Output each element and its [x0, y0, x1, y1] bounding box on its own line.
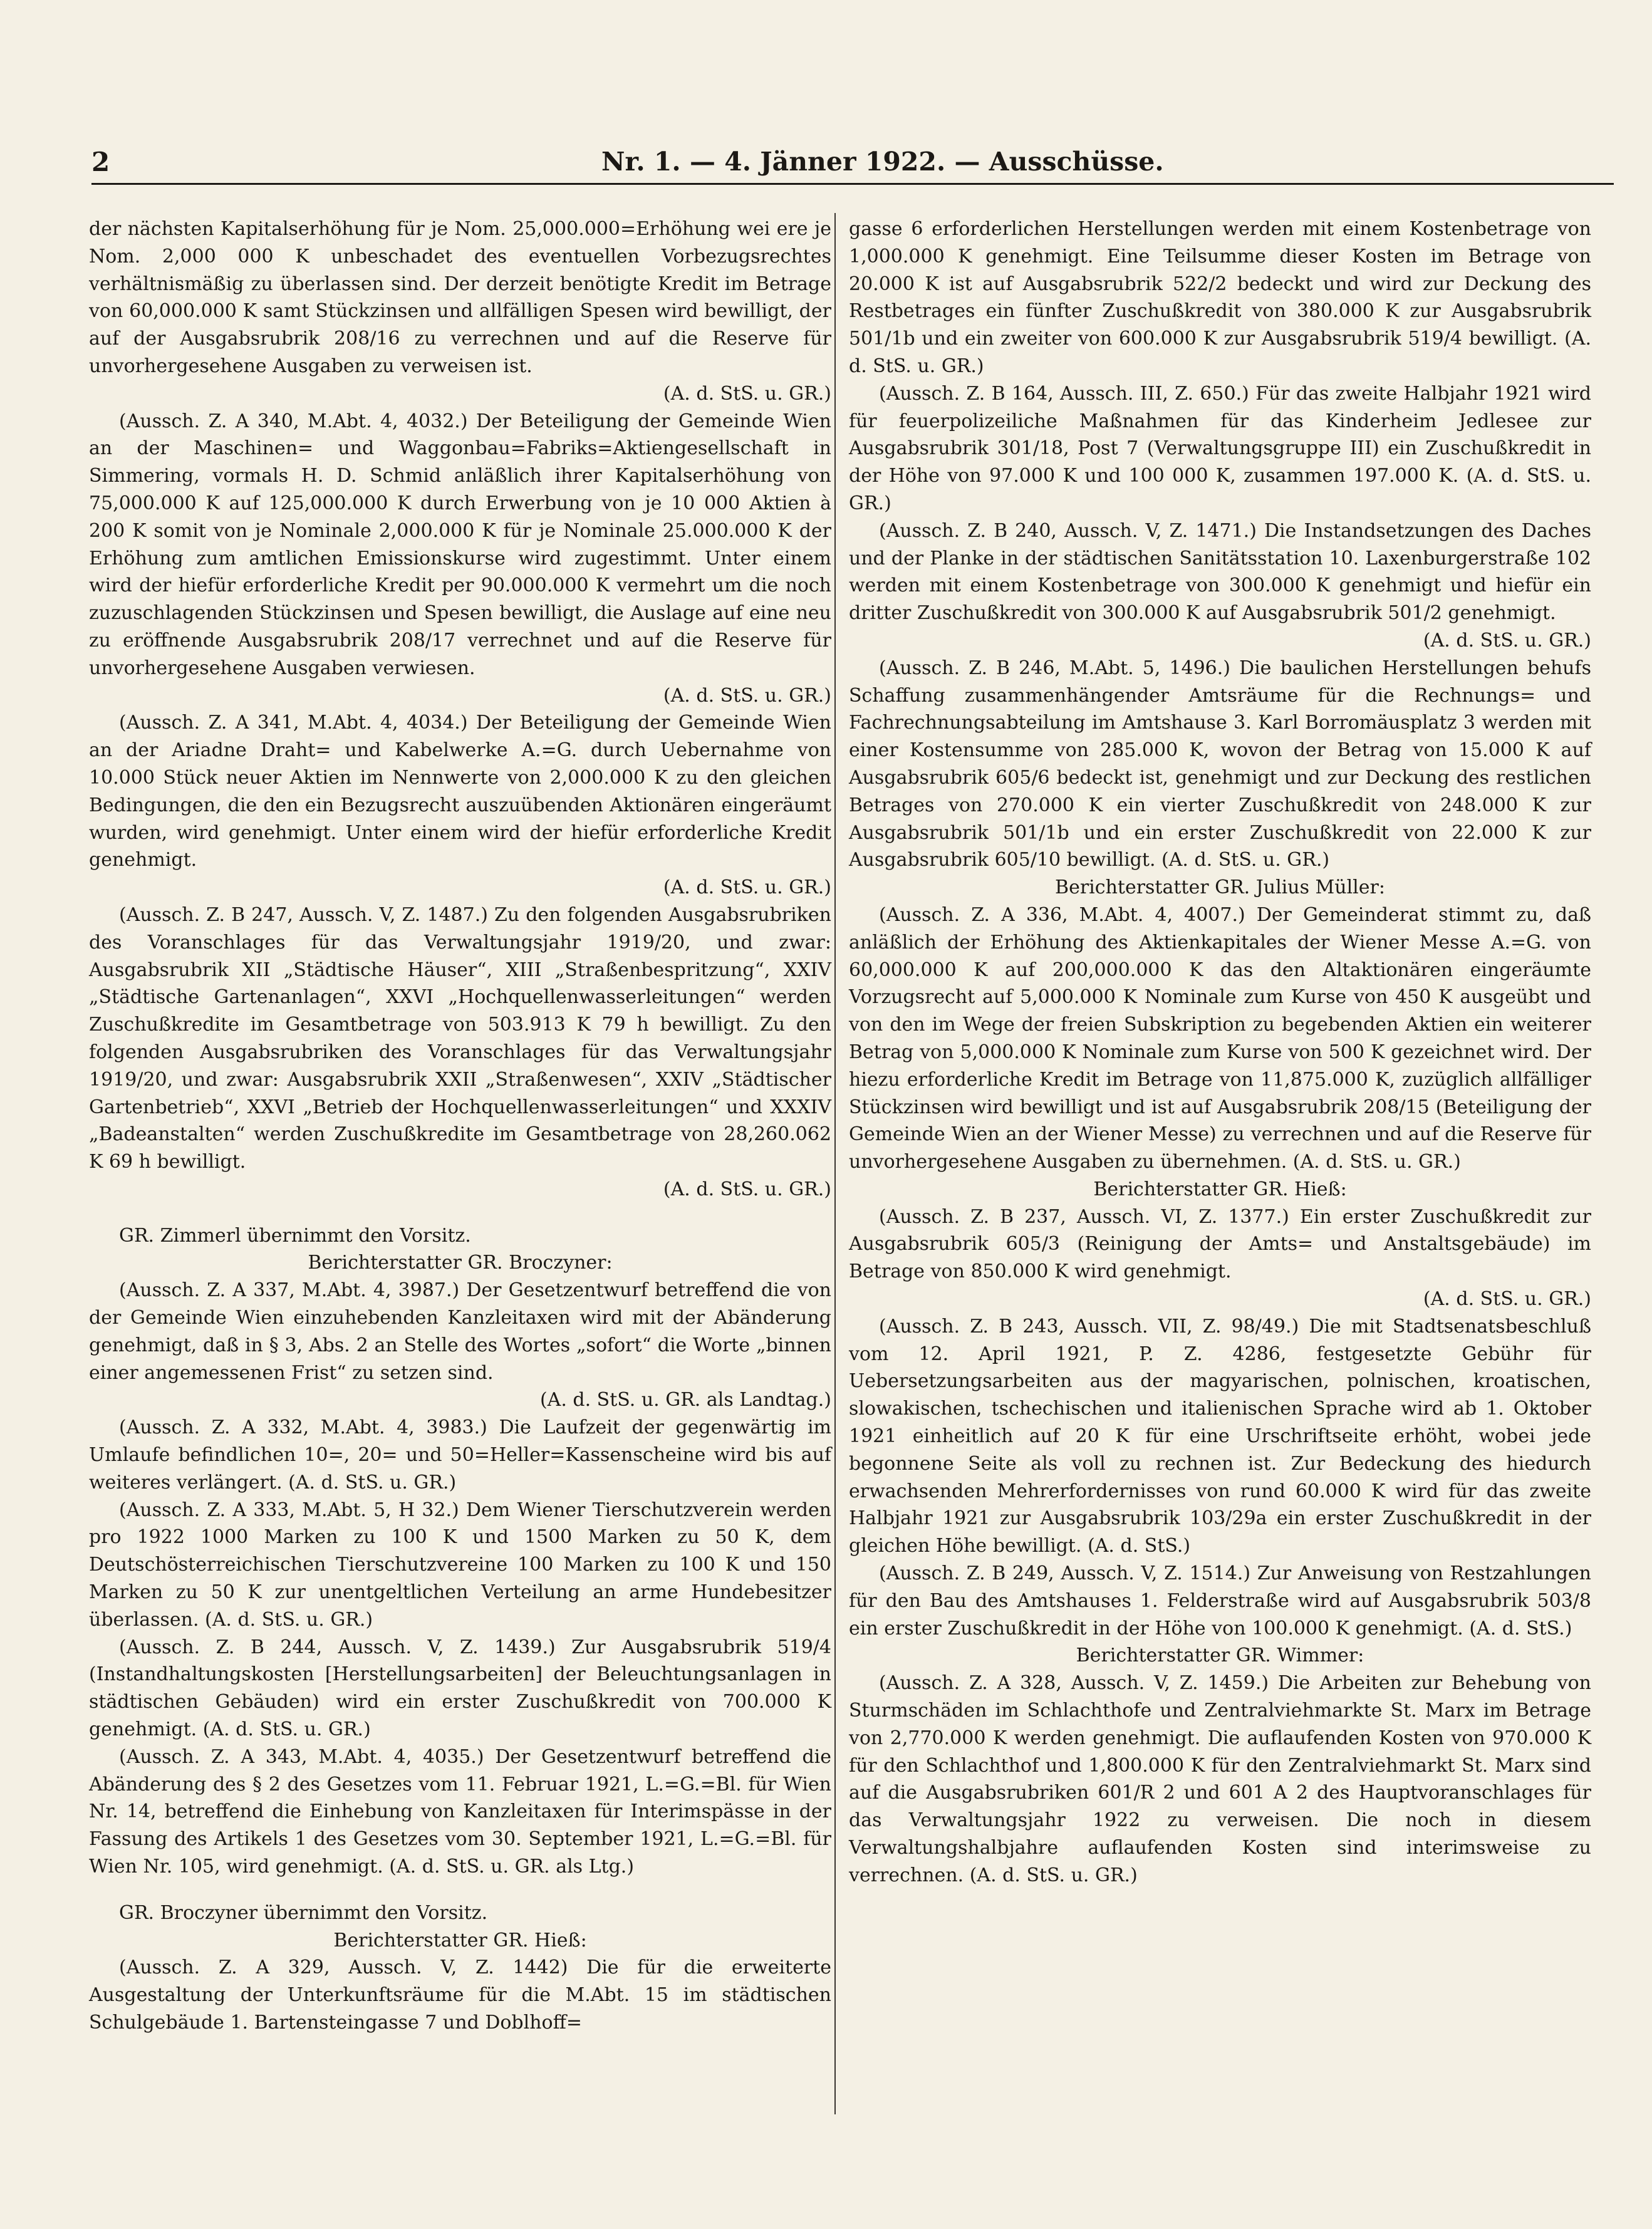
page-number: 2	[91, 147, 110, 177]
paragraph: (Aussch. Z. A 336, M.Abt. 4, 4007.) Der Gemeinderat stimmt zu, daß anläßlich der Erhöhung des Aktienkapitales der Wiener Messe A.=G. von 60,000.000 K auf 200,000.000 K das den Altaktionären eingeräumte Vorzugsrecht auf 5,000.000 K Nominale zum Kurse von 450 K ausgeübt und von den im Wege der freien Subskription zu begebenden Aktien ein weiterer Betrag von 5,000.000 K Nominale zum Kurse von 500 K gezeichnet wird. Der hiezu erforderliche Kredit im Betrage von 11,875.000 K, zuzüglich allfälliger Stückzinsen wird bewilligt und ist auf Ausgabsrubrik 208/15 (Beteiligung der Gemeinde Wien an der Wiener Messe) zu verrechnen und auf die Reserve für unvorhergesehene Ausgaben zu übernehmen. (A. d. StS. u. GR.)	[849, 903, 1591, 1173]
signature: (A. d. StS. u. GR.)	[663, 684, 831, 707]
paragraph: (Aussch. Z. A 341, M.Abt. 4, 4034.) Der Beteiligung der Gemeinde Wien an der Ariadne Draht= und Kabelwerke A.=G. durch Uebernahme von 10.000 Stück neuer Aktien im Nennwerte von 2,000.000 K zu den gleichen Bedingungen, die den ein Bezugsrecht auszuübenden Aktionären eingeräumt wurden, wird genehmigt. Unter einem wird der hiefür erforderliche Kredit genehmigt.	[89, 712, 831, 871]
signature: (A. d. StS. u. GR.)	[663, 1178, 831, 1200]
paragraph: gasse 6 erforderlichen Herstellungen werden mit einem Kostenbetrage von 1,000.000 K genehmigt. Eine Teilsumme dieser Kosten im Betrage von 20.000 K ist auf Ausgabsrubrik 522/2 bedeckt und wird zur Deckung des Restbetrages ein fünfter Zuschußkredit von 380.000 K zur Ausgabsrubrik 501/1b und ein zweiter von 600.000 K zur Ausgabsrubrik 519/4 bewilligt. (A. d. StS. u. GR.)	[849, 218, 1591, 377]
paragraph: (Aussch. Z. B 237, Aussch. VI, Z. 1377.) Ein erster Zuschußkredit zur Ausgabsrubrik 605/3 (Reinigung der Amts= und Anstaltsgebäude) im Betrage von 850.000 K wird genehmigt.	[849, 1205, 1591, 1283]
paragraph: (Aussch. Z. A 332, M.Abt. 4, 3983.) Die Laufzeit der gegenwärtig im Umlaufe befindlichen 10=, 20= und 50=Heller=Kassenscheine wird bis auf weiteres verlängert. (A. d. StS. u. GR.)	[89, 1416, 831, 1494]
paragraph: (Aussch. Z. A 329, Aussch. V, Z. 1442) Die für die erweiterte Ausgestaltung der Unterkunftsräume für die M.Abt. 15 im städtischen Schulgebäude 1. Bartensteingasse 7 und Doblhoff=	[89, 1956, 831, 2034]
paragraph: (Aussch. Z. B 164, Aussch. III, Z. 650.) Für das zweite Halbjahr 1921 wird für feuerpolizeiliche Maßnahmen für das Kinderheim Jedlesee zur Ausgabsrubrik 301/18, Post 7 (Verwaltungsgruppe III) ein Zuschußkredit in der Höhe von 97.000 K und 100 000 K, zusammen 197.000 K. (A. d. StS. u. GR.)	[849, 382, 1591, 514]
page-header-title: Nr. 1. — 4. Jänner 1922. — Ausschüsse.	[601, 147, 1164, 177]
left-column	[89, 216, 831, 2037]
paragraph: (Aussch. Z. A 328, Aussch. V, Z. 1459.) Die Arbeiten zur Behebung von Sturmschäden im Schlachthofe und Zentralviehmarkte St. Marx im Betrage von 2,770.000 K werden genehmigt. Die auflaufenden Kosten von 970.000 K für den Schlachthof und 1,800.000 K für den Zentralviehmarkt St. Marx sind auf die Ausgabsrubriken 601/R 2 und 601 A 2 des Hauptvoranschlages für das Verwaltungsjahr 1922 zu verweisen. Die noch in diesem Verwaltungshalbjahre auflaufenden Kosten sind interimsweise zu verrechnen. (A. d. StS. u. GR.)	[849, 1672, 1591, 1886]
chair-note: GR. Zimmerl übernimmt den Vorsitz.	[119, 1224, 471, 1247]
rapporteur-heading: Berichterstatter GR. Hieß:	[333, 1929, 587, 1951]
rapporteur-heading: Berichterstatter GR. Hieß:	[1093, 1178, 1347, 1200]
paragraph: (Aussch. Z. A 333, M.Abt. 5, H 32.) Dem Wiener Tierschutzverein werden pro 1922 1000 Marken zu 100 K und 1500 Marken zu 50 K, dem Deutschösterreichischen Tierschutzvereine 100 Marken zu 100 K und 150 Marken zu 50 K zur unentgeltlichen Verteilung an arme Hundebesitzer überlassen. (A. d. StS. u. GR.)	[89, 1499, 831, 1631]
paragraph: (Aussch. Z. B 246, M.Abt. 5, 1496.) Die baulichen Herstellungen behufs Schaffung zusammenhängender Amtsräume für die Rechnungs= und Fachrechnungsabteilung im Amtshause 3. Karl Borromäusplatz 3 werden mit einer Kostensumme von 285.000 K, wovon der Betrag von 15.000 K auf Ausgabsrubrik 605/6 bedeckt ist, genehmigt und zur Deckung des restlichen Betrages von 270.000 K ein vierter Zuschußkredit von 248.000 K zur Ausgabsrubrik 501/1b und ein erster Zuschußkredit von 22.000 K zur Ausgabsrubrik 605/10 bewilligt. (A. d. StS. u. GR.)	[849, 657, 1591, 871]
rapporteur-heading: Berichterstatter GR. Julius Müller:	[1055, 876, 1385, 899]
chair-note: GR. Broczyner übernimmt den Vorsitz.	[119, 1901, 488, 1924]
paragraph: (Aussch. Z. A 340, M.Abt. 4, 4032.) Der Beteiligung der Gemeinde Wien an der Maschinen= und Waggonbau=Fabriks=Aktiengesellschaft in Simmering, vormals H. D. Schmid anläßlich ihrer Kapitalserhöhung von 75,000.000 K auf 125,000.000 K durch Erwerbung von je 10 000 Aktien à 200 K somit von je Nominale 2,000.000 K für je Nominale 25.000.000 K der Erhöhung zum amtlichen Emissionskurse wird zugestimmt. Unter einem wird der hiefür erforderliche Kredit per 90.000.000 K vermehrt um die noch zuzuschlagenden Stückzinsen und Spesen bewilligt, die Auslage auf eine neu zu eröffnende Ausgabsrubrik 208/17 verrechnet und auf die Reserve für unvorhergesehene Ausgaben verwiesen.	[89, 410, 831, 679]
paragraph: (Aussch. Z. B 240, Aussch. V, Z. 1471.) Die Instandsetzungen des Daches und der Planke in der städtischen Sanitätsstation 10. Laxenburgerstraße 102 werden mit einem Kostenbetrage von 300.000 K genehmigt und hiefür ein dritter Zuschußkredit von 300.000 K auf Ausgabsrubrik 501/2 genehmigt.	[849, 519, 1591, 625]
rapporteur-heading: Berichterstatter GR. Wimmer:	[1076, 1644, 1364, 1667]
header-rule	[91, 183, 1614, 185]
paragraph: der nächsten Kapitalserhöhung für je Nom. 25,000.000=Erhöhung wei ere je Nom. 2,000 000 K unbeschadet des eventuellen Vorbezugsrechtes verhältnismäßig zu überlassen sind. Der derzeit benötigte Kredit im Betrage von 60,000.000 K samt Stückzinsen und allfälligen Spesen wird bewilligt, der auf der Ausgabsrubrik 208/16 zu verrechnen und auf die Reserve für unvorhergesehene Ausgaben zu verweisen ist.	[89, 218, 831, 377]
signature: (A. d. StS. u. GR. als Landtag.)	[539, 1389, 831, 1411]
signature: (A. d. StS. u. GR.)	[1423, 1288, 1591, 1311]
paragraph: (Aussch. Z. B 249, Aussch. V, Z. 1514.) Zur Anweisung von Restzahlungen für den Bau des Amtshauses 1. Felderstraße wird auf Ausgabsrubrik 503/8 ein erster Zuschußkredit in der Höhe von 100.000 K genehmigt. (A. d. StS.)	[849, 1562, 1591, 1639]
signature: (A. d. StS. u. GR.)	[663, 876, 831, 899]
rapporteur-heading: Berichterstatter GR. Broczyner:	[308, 1252, 613, 1274]
signature: (A. d. StS. u. GR.)	[1423, 629, 1591, 652]
paragraph: (Aussch. Z. B 244, Aussch. V, Z. 1439.) Zur Ausgabsrubrik 519/4 (Instandhaltungskosten [Herstellungsarbeiten] der Beleuchtungsanlagen in städtischen Gebäuden) wird ein erster Zuschußkredit von 700.000 K genehmigt. (A. d. StS. u. GR.)	[89, 1636, 831, 1741]
paragraph: (Aussch. Z. B 247, Aussch. V, Z. 1487.) Zu den folgenden Ausgabsrubriken des Voranschlages für das Verwaltungsjahr 1919/20, und zwar: Ausgabsrubrik XII „Städtische Häuser“, XIII „Straßenbespritzung“, XXIV „Städtische Gartenanlagen“, XXVI „Hochquellenwasserleitungen“ werden Zuschußkredite im Gesamtbetrage von 503.913 K 79 h bewilligt. Zu den folgenden Ausgabsrubriken des Voranschlages für das Verwaltungsjahr 1919/20, und zwar: Ausgabsrubrik XXII „Straßenwesen“, XXIV „Städtischer Gartenbetrieb“, XXVI „Betrieb der Hochquellenwasserleitungen“ und XXXIV „Badeanstalten“ werden Zuschußkredite im Gesamtbetrage von 28,260.062 K 69 h bewilligt.	[89, 903, 831, 1173]
signature: (A. d. StS. u. GR.)	[663, 382, 831, 405]
paragraph: (Aussch. Z. B 243, Aussch. VII, Z. 98/49.) Die mit Stadtsenatsbeschluß vom 12. April 1921, P. Z. 4286, festgesetzte Gebühr für Uebersetzungsarbeiten aus der magyarischen, polnischen, kroatischen, slowakischen, tschechischen und italienischen Sprache wird ab 1. Oktober 1921 einheitlich auf 20 K für eine Urschriftseite erhöht, wobei jede begonnene Seite als voll zu rechnen ist. Zur Bedeckung des hiedurch erwachsenden Mehrerfordernisses von rund 60.000 K wird für das zweite Halbjahr 1921 zur Ausgabsrubrik 103/29a ein erster Zuschußkredit in der gleichen Höhe bewilligt. (A. d. StS.)	[849, 1315, 1591, 1557]
column-divider	[834, 213, 836, 2114]
paragraph: (Aussch. Z. A 343, M.Abt. 4, 4035.) Der Gesetzentwurf betreffend die Abänderung des § 2 des Gesetzes vom 11. Februar 1921, L.=G.=Bl. für Wien Nr. 14, betreffend die Einhebung von Kanzleitaxen für Interimspässe in der Fassung des Artikels 1 des Gesetzes vom 30. September 1921, L.=G.=Bl. für Wien Nr. 105, wird genehmigt. (A. d. StS. u. GR. als Ltg.)	[89, 1745, 831, 1878]
paragraph: (Aussch. Z. A 337, M.Abt. 4, 3987.) Der Gesetzentwurf betreffend die von der Gemeinde Wien einzuhebenden Kanzleitaxen wird mit der Abänderung genehmigt, daß in § 3, Abs. 2 an Stelle des Wortes „sofort“ die Worte „binnen einer angemessenen Frist“ zu setzen sind.	[89, 1279, 831, 1384]
right-column	[849, 216, 1591, 1889]
